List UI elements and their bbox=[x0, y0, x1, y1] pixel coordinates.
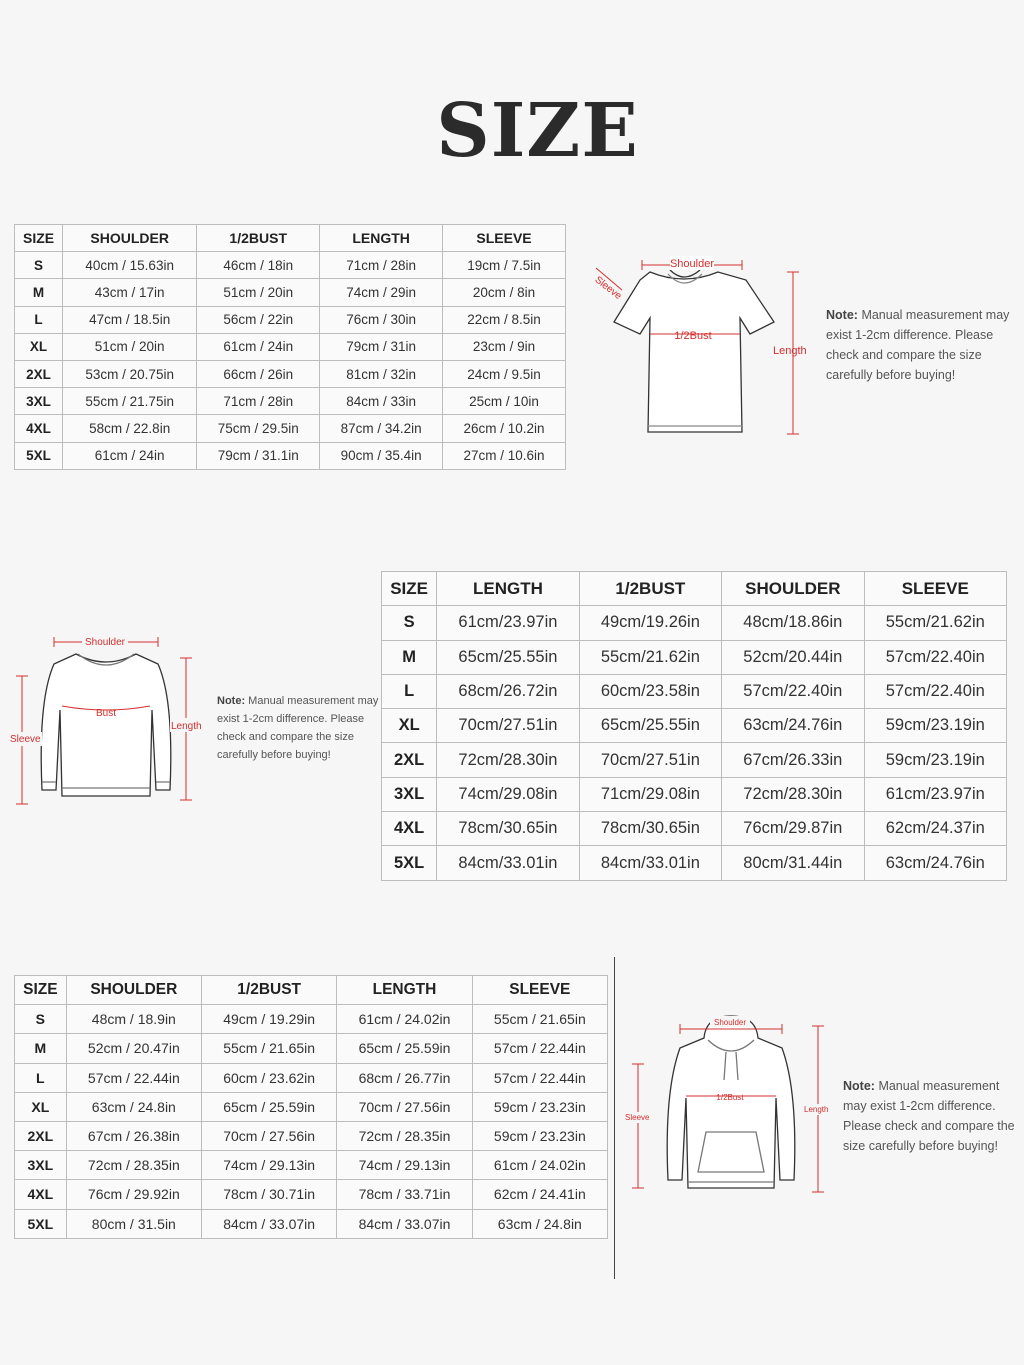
table-row bbox=[382, 640, 1007, 674]
measurement-cell: 65cm/25.55in bbox=[437, 640, 579, 674]
table-row bbox=[15, 1092, 608, 1121]
measurement-cell: 61cm/23.97in bbox=[864, 777, 1006, 811]
table-row bbox=[382, 709, 1007, 743]
divider bbox=[614, 957, 615, 1279]
table-row bbox=[15, 333, 566, 360]
sweatshirt-size-table bbox=[381, 571, 1007, 881]
measurement-cell: 47cm / 18.5in bbox=[63, 306, 197, 333]
table-row bbox=[382, 743, 1007, 777]
measurement-cell: 52cm / 20.47in bbox=[66, 1034, 201, 1063]
measurement-cell: 70cm/27.51in bbox=[579, 743, 721, 777]
measurement-cell: 72cm / 28.35in bbox=[66, 1151, 201, 1180]
measurement-cell: 49cm / 19.29in bbox=[202, 1005, 337, 1034]
measurement-cell: 65cm / 25.59in bbox=[202, 1092, 337, 1121]
measurement-cell: 23cm / 9in bbox=[443, 333, 566, 360]
table-row bbox=[15, 1209, 608, 1238]
column-header: SIZE bbox=[15, 976, 67, 1005]
measurement-cell: 48cm/18.86in bbox=[722, 606, 864, 640]
table-row bbox=[15, 1121, 608, 1150]
measurement-cell: 66cm / 26in bbox=[197, 360, 320, 387]
measurement-cell: 57cm / 22.44in bbox=[66, 1063, 201, 1092]
size-cell: 2XL bbox=[382, 743, 437, 777]
table-row bbox=[15, 252, 566, 279]
measurement-cell: 72cm/28.30in bbox=[722, 777, 864, 811]
note-1: Note: Manual measurement may exist 1-2cm difference. Please check and compare the size carefully before buying! bbox=[826, 308, 1010, 382]
measurement-cell: 61cm/23.97in bbox=[437, 606, 579, 640]
measurement-cell: 63cm/24.76in bbox=[864, 846, 1006, 880]
column-header: 1/2BUST bbox=[202, 976, 337, 1005]
measurement-cell: 74cm/29.08in bbox=[437, 777, 579, 811]
shoulder-label: Shoulder bbox=[669, 258, 715, 270]
measurement-cell: 78cm / 30.71in bbox=[202, 1180, 337, 1209]
measurement-cell: 61cm / 24in bbox=[197, 333, 320, 360]
measurement-cell: 51cm / 20in bbox=[63, 333, 197, 360]
measurement-cell: 78cm / 33.71in bbox=[337, 1180, 472, 1209]
length-label: Length bbox=[171, 721, 202, 732]
measurement-cell: 63cm / 24.8in bbox=[66, 1092, 201, 1121]
size-cell: L bbox=[15, 1063, 67, 1092]
measurement-cell: 60cm/23.58in bbox=[579, 674, 721, 708]
table-row bbox=[15, 306, 566, 333]
measurement-cell: 65cm/25.55in bbox=[579, 709, 721, 743]
measurement-cell: 65cm / 25.59in bbox=[337, 1034, 472, 1063]
table-row bbox=[15, 442, 566, 469]
table-row bbox=[382, 777, 1007, 811]
size-cell: S bbox=[15, 1005, 67, 1034]
shoulder-label: Shoulder bbox=[84, 637, 126, 648]
measurement-cell: 43cm / 17in bbox=[63, 279, 197, 306]
measurement-cell: 84cm/33.01in bbox=[579, 846, 721, 880]
measurement-cell: 81cm / 32in bbox=[320, 360, 443, 387]
measurement-cell: 72cm/28.30in bbox=[437, 743, 579, 777]
size-cell: M bbox=[15, 279, 63, 306]
half-bust-label: 1/2Bust bbox=[716, 1093, 744, 1102]
size-cell: 2XL bbox=[15, 1121, 67, 1150]
size-cell: M bbox=[382, 640, 437, 674]
measurement-cell: 58cm / 22.8in bbox=[63, 415, 197, 442]
measurement-cell: 90cm / 35.4in bbox=[320, 442, 443, 469]
table-row bbox=[382, 846, 1007, 880]
measurement-cell: 78cm/30.65in bbox=[437, 812, 579, 846]
measurement-cell: 56cm / 22in bbox=[197, 306, 320, 333]
measurement-cell: 71cm/29.08in bbox=[579, 777, 721, 811]
size-cell: XL bbox=[15, 1092, 67, 1121]
measurement-cell: 63cm/24.76in bbox=[722, 709, 864, 743]
size-cell: 5XL bbox=[15, 1209, 67, 1238]
table-row bbox=[15, 279, 566, 306]
size-cell: XL bbox=[382, 709, 437, 743]
measurement-cell: 55cm / 21.65in bbox=[472, 1005, 607, 1034]
measurement-cell: 70cm / 27.56in bbox=[337, 1092, 472, 1121]
hoodie-diagram bbox=[622, 1012, 840, 1194]
column-header: SLEEVE bbox=[443, 225, 566, 252]
table-row bbox=[15, 1034, 608, 1063]
measurement-cell: 59cm/23.19in bbox=[864, 709, 1006, 743]
sleeve-label: Sleeve bbox=[10, 734, 41, 745]
tshirt-diagram bbox=[588, 250, 813, 445]
column-header: LENGTH bbox=[437, 572, 579, 606]
measurement-cell: 63cm / 24.8in bbox=[472, 1209, 607, 1238]
column-header: LENGTH bbox=[320, 225, 443, 252]
measurement-cell: 79cm / 31.1in bbox=[197, 442, 320, 469]
measurement-cell: 26cm / 10.2in bbox=[443, 415, 566, 442]
measurement-cell: 20cm / 8in bbox=[443, 279, 566, 306]
sleeve-label: Sleeve bbox=[625, 1113, 650, 1122]
table-row bbox=[15, 1151, 608, 1180]
table-row bbox=[15, 1063, 608, 1092]
column-header: SHOULDER bbox=[66, 976, 201, 1005]
note-2: Note: Manual measurement may exist 1-2cm difference. Please check and compare the size carefully before buying! bbox=[217, 695, 379, 761]
table-row bbox=[15, 388, 566, 415]
table-row bbox=[15, 1180, 608, 1209]
measurement-cell: 27cm / 10.6in bbox=[443, 442, 566, 469]
measurement-cell: 61cm / 24in bbox=[63, 442, 197, 469]
size-cell: 4XL bbox=[382, 812, 437, 846]
measurement-cell: 74cm / 29in bbox=[320, 279, 443, 306]
table-header-row bbox=[15, 225, 566, 252]
measurement-cell: 62cm / 24.41in bbox=[472, 1180, 607, 1209]
table-header-row bbox=[15, 976, 608, 1005]
table-row bbox=[382, 674, 1007, 708]
measurement-cell: 78cm/30.65in bbox=[579, 812, 721, 846]
measurement-cell: 84cm / 33.07in bbox=[337, 1209, 472, 1238]
measurement-cell: 49cm/19.26in bbox=[579, 606, 721, 640]
measurement-cell: 55cm/21.62in bbox=[579, 640, 721, 674]
measurement-cell: 59cm / 23.23in bbox=[472, 1092, 607, 1121]
size-cell: S bbox=[15, 252, 63, 279]
measurement-cell: 55cm/21.62in bbox=[864, 606, 1006, 640]
hoodie-size-table bbox=[14, 975, 608, 1239]
column-header: SHOULDER bbox=[63, 225, 197, 252]
note-3: Note: Manual measurement may exist 1-2cm difference. Please check and compare the size carefully before buying! bbox=[843, 1079, 1015, 1153]
column-header: SIZE bbox=[382, 572, 437, 606]
measurement-cell: 62cm/24.37in bbox=[864, 812, 1006, 846]
measurement-cell: 71cm / 28in bbox=[197, 388, 320, 415]
measurement-cell: 24cm / 9.5in bbox=[443, 360, 566, 387]
measurement-cell: 87cm / 34.2in bbox=[320, 415, 443, 442]
shoulder-label: Shoulder bbox=[713, 1018, 747, 1027]
measurement-cell: 55cm / 21.75in bbox=[63, 388, 197, 415]
measurement-cell: 80cm/31.44in bbox=[722, 846, 864, 880]
measurement-cell: 67cm/26.33in bbox=[722, 743, 864, 777]
size-cell: S bbox=[382, 606, 437, 640]
measurement-cell: 25cm / 10in bbox=[443, 388, 566, 415]
measurement-cell: 22cm / 8.5in bbox=[443, 306, 566, 333]
measurement-cell: 74cm / 29.13in bbox=[202, 1151, 337, 1180]
measurement-cell: 59cm / 23.23in bbox=[472, 1121, 607, 1150]
measurement-cell: 52cm/20.44in bbox=[722, 640, 864, 674]
tshirt-size-table bbox=[14, 224, 566, 470]
size-cell: L bbox=[382, 674, 437, 708]
column-header: LENGTH bbox=[337, 976, 472, 1005]
measurement-cell: 51cm / 20in bbox=[197, 279, 320, 306]
measurement-cell: 67cm / 26.38in bbox=[66, 1121, 201, 1150]
measurement-cell: 48cm / 18.9in bbox=[66, 1005, 201, 1034]
size-cell: XL bbox=[15, 333, 63, 360]
measurement-cell: 61cm / 24.02in bbox=[472, 1151, 607, 1180]
column-header: 1/2BUST bbox=[579, 572, 721, 606]
measurement-cell: 60cm / 23.62in bbox=[202, 1063, 337, 1092]
measurement-cell: 76cm / 30in bbox=[320, 306, 443, 333]
measurement-cell: 57cm/22.40in bbox=[864, 640, 1006, 674]
size-cell: 4XL bbox=[15, 415, 63, 442]
measurement-cell: 68cm/26.72in bbox=[437, 674, 579, 708]
column-header: 1/2BUST bbox=[197, 225, 320, 252]
measurement-cell: 53cm / 20.75in bbox=[63, 360, 197, 387]
measurement-cell: 57cm/22.40in bbox=[864, 674, 1006, 708]
table-row bbox=[382, 812, 1007, 846]
measurement-cell: 84cm / 33.07in bbox=[202, 1209, 337, 1238]
size-cell: 2XL bbox=[15, 360, 63, 387]
measurement-cell: 57cm / 22.44in bbox=[472, 1034, 607, 1063]
table-header-row bbox=[382, 572, 1007, 606]
measurement-cell: 55cm / 21.65in bbox=[202, 1034, 337, 1063]
length-label: Length bbox=[773, 345, 807, 357]
size-cell: 3XL bbox=[15, 1151, 67, 1180]
table-row bbox=[15, 415, 566, 442]
size-cell: 5XL bbox=[15, 442, 63, 469]
measurement-cell: 59cm/23.19in bbox=[864, 743, 1006, 777]
measurement-cell: 57cm/22.40in bbox=[722, 674, 864, 708]
size-cell: 3XL bbox=[382, 777, 437, 811]
measurement-cell: 40cm / 15.63in bbox=[63, 252, 197, 279]
measurement-cell: 46cm / 18in bbox=[197, 252, 320, 279]
measurement-cell: 71cm / 28in bbox=[320, 252, 443, 279]
size-cell: 5XL bbox=[382, 846, 437, 880]
measurement-cell: 19cm / 7.5in bbox=[443, 252, 566, 279]
measurement-cell: 70cm / 27.56in bbox=[202, 1121, 337, 1150]
measurement-cell: 80cm / 31.5in bbox=[66, 1209, 201, 1238]
measurement-cell: 68cm / 26.77in bbox=[337, 1063, 472, 1092]
column-header: SIZE bbox=[15, 225, 63, 252]
length-label: Length bbox=[804, 1105, 829, 1114]
half-bust-label: 1/2Bust bbox=[674, 330, 712, 342]
size-cell: M bbox=[15, 1034, 67, 1063]
column-header: SLEEVE bbox=[472, 976, 607, 1005]
measurement-cell: 72cm / 28.35in bbox=[337, 1121, 472, 1150]
table-row bbox=[15, 1005, 608, 1034]
size-cell: L bbox=[15, 306, 63, 333]
measurement-cell: 84cm/33.01in bbox=[437, 846, 579, 880]
column-header: SLEEVE bbox=[864, 572, 1006, 606]
measurement-cell: 76cm/29.87in bbox=[722, 812, 864, 846]
measurement-cell: 61cm / 24.02in bbox=[337, 1005, 472, 1034]
page-title: SIZE bbox=[436, 88, 639, 174]
bust-label: Bust bbox=[95, 708, 117, 719]
measurement-cell: 76cm / 29.92in bbox=[66, 1180, 201, 1209]
sleeve-label: Sleeve bbox=[592, 274, 624, 302]
measurement-cell: 79cm / 31in bbox=[320, 333, 443, 360]
size-cell: 4XL bbox=[15, 1180, 67, 1209]
measurement-cell: 75cm / 29.5in bbox=[197, 415, 320, 442]
measurement-cell: 74cm / 29.13in bbox=[337, 1151, 472, 1180]
sweatshirt-diagram bbox=[6, 630, 211, 810]
measurement-cell: 84cm / 33in bbox=[320, 388, 443, 415]
size-cell: 3XL bbox=[15, 388, 63, 415]
table-row bbox=[15, 360, 566, 387]
column-header: SHOULDER bbox=[722, 572, 864, 606]
measurement-cell: 57cm / 22.44in bbox=[472, 1063, 607, 1092]
measurement-cell: 70cm/27.51in bbox=[437, 709, 579, 743]
table-row bbox=[382, 606, 1007, 640]
